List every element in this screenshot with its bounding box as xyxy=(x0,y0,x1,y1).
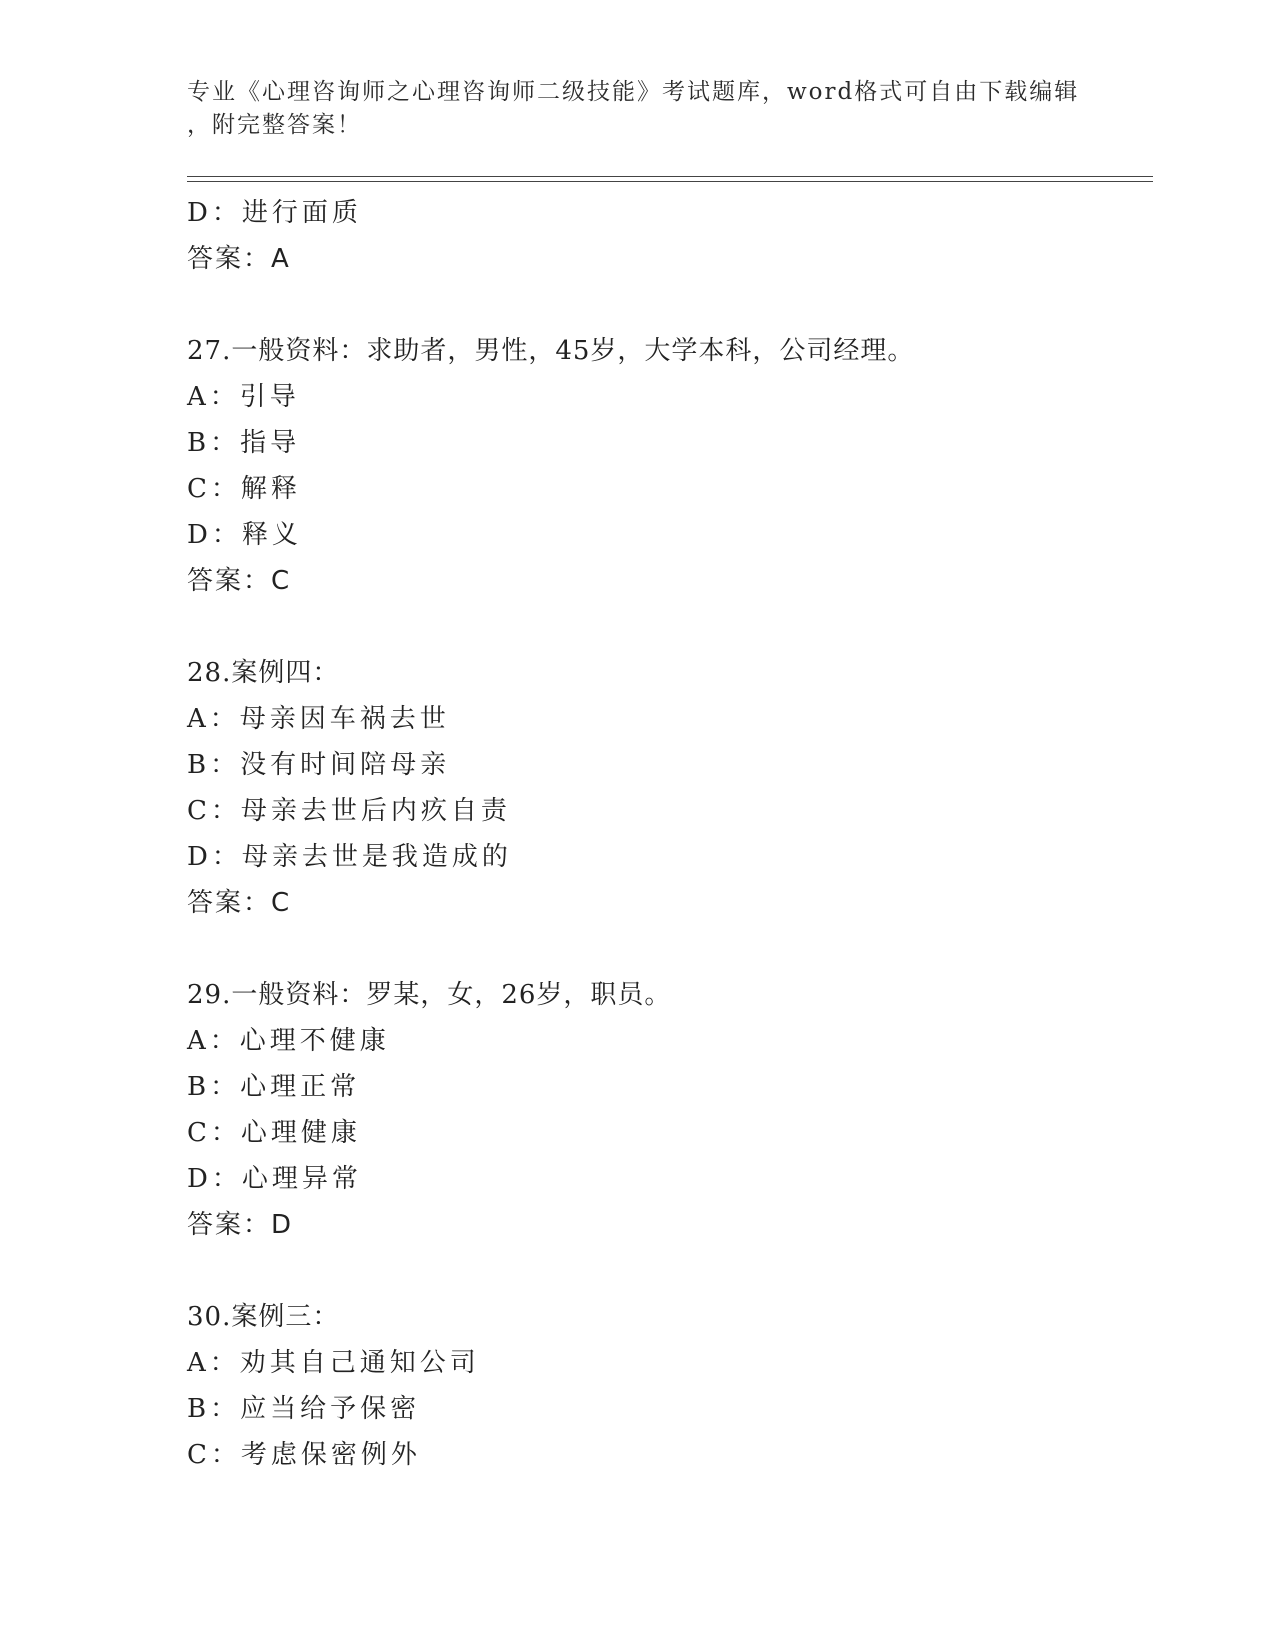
option-b: B：应当给予保密 xyxy=(187,1394,421,1424)
option-c: C：解释 xyxy=(187,474,301,504)
answer-line: 答案：A xyxy=(187,244,291,274)
question-stem: 28.案例四： xyxy=(187,658,340,688)
header-title-line-2: ，附完整答案！ xyxy=(187,112,362,138)
option-b: B：心理正常 xyxy=(187,1072,361,1102)
option-c: C：心理健康 xyxy=(187,1118,361,1148)
option-a: A：引导 xyxy=(187,382,300,412)
question-stem: 29.一般资料：罗某，女，26岁，职员。 xyxy=(187,980,672,1010)
answer-line: 答案：C xyxy=(187,888,292,918)
option-d: D：母亲去世是我造成的 xyxy=(187,842,512,872)
option-c: C：母亲去世后内疚自责 xyxy=(187,796,511,826)
option-a: A：劝其自己通知公司 xyxy=(187,1348,480,1378)
question-list xyxy=(187,190,1147,1478)
question-spacer xyxy=(187,282,1147,328)
header-divider-top xyxy=(187,176,1153,177)
header-title-line-1: 专业《心理咨询师之心理咨询师二级技能》考试题库，word格式可自由下载编辑 xyxy=(187,79,1080,105)
question-stem: 30.案例三： xyxy=(187,1302,340,1332)
option-b: B：没有时间陪母亲 xyxy=(187,750,451,780)
question-stem: 27.一般资料：求助者，男性，45岁，大学本科，公司经理。 xyxy=(187,336,915,366)
option-c: C：考虑保密例外 xyxy=(187,1440,421,1470)
answer-line: 答案：C xyxy=(187,566,292,596)
question-spacer xyxy=(187,926,1147,972)
option-a: A：母亲因车祸去世 xyxy=(187,704,450,734)
option-b: B：指导 xyxy=(187,428,301,458)
header-divider-bottom xyxy=(187,181,1153,182)
option-d: D：进行面质 xyxy=(187,198,362,228)
option-d: D：心理异常 xyxy=(187,1164,362,1194)
question-spacer xyxy=(187,604,1147,650)
document-header xyxy=(187,76,1087,142)
option-d: D：释义 xyxy=(187,520,302,550)
answer-line: 答案：D xyxy=(187,1210,294,1240)
option-a: A：心理不健康 xyxy=(187,1026,390,1056)
question-spacer xyxy=(187,1248,1147,1294)
